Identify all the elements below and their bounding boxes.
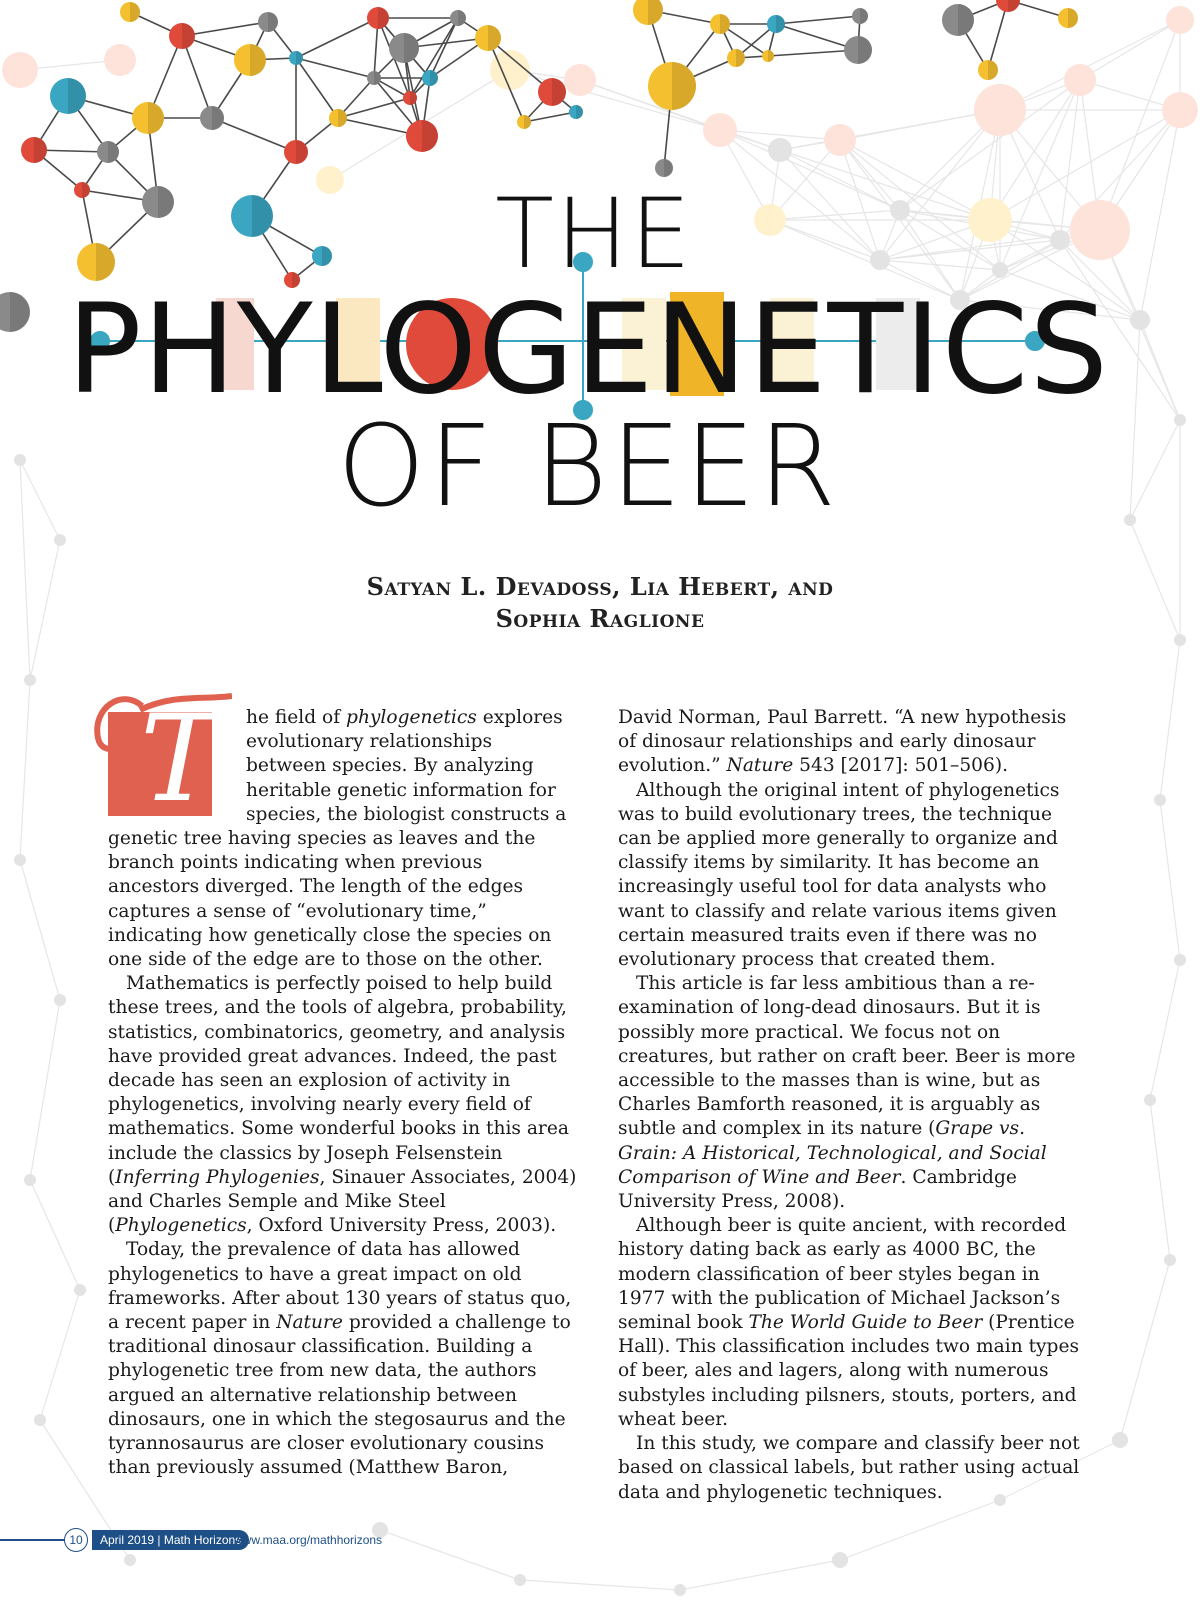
drop-cap-spacer (108, 706, 246, 824)
author-byline-1: Satyan L. Devadoss, Lia Hebert, and (366, 572, 834, 601)
article-column-right (618, 706, 1088, 1505)
page-footer (0, 1528, 420, 1552)
page-number: 10 (64, 1528, 88, 1552)
footer-rule (0, 1539, 68, 1541)
footer-url[interactable]: www.maa.org/mathhorizons (234, 1533, 383, 1547)
paragraph: Although beer is quite ancient, with recorded history dating back as early as 4000 BC, the modern classification of beer styles began in 1977 with the publication of Michael Jackson’s seminal book The World Guide to Beer (Prentice Hall). This classification includes two main types of beer, ales and lagers, along with numerous substyles including pilsners, stouts, porters, and wheat beer. (618, 1215, 1080, 1430)
paragraph: Mathematics is perfectly poised to help build these trees, and the tools of algebra, probability, statistics, combinatorics, geometry, and analysis have provided great advances. Indeed, the past decade has seen an explosion of activity in phylogenetics, involving nearly every field of mathematics. Some wonderful books in this area include the classics by Joseph Felsenstein (Inferring Phylogenies, Sinauer Associates, 2004) and Charles Semple and Mike Steel (Phylogenetics, Oxford University Press, 2003). (108, 973, 577, 1237)
title-line-1: THE (495, 178, 693, 290)
article-column-left (108, 706, 578, 1481)
title-line-2: PHYLOGENETICS (66, 278, 1110, 422)
title-line-3: OF BEER (337, 402, 839, 532)
paragraph: David Norman, Paul Barrett. “A new hypothesis of dinosaur relationships and early dinosaur evolution.” Nature 543 [2017]: 501–506). (618, 707, 1067, 777)
issue-label: April 2019 | Math Horizons (92, 1530, 249, 1550)
paragraph: Today, the prevalence of data has allowed phylogenetics to have a great impact on old frameworks. After about 130 years of status quo, a recent paper in Nature provided a challenge to traditional dinosaur classification. Building a phylogenetic tree from new data, the authors argued an alternative relationship between dinosaurs, one in which the stegosaurus and the tyrannosaurus are closer evolutionary cousins than previously assumed (Matthew Baron, (108, 1239, 572, 1479)
paragraph: This article is far less ambitious than a re-examination of long-dead dinosaurs. But it is possibly more practical. We focus not on creatures, but rather on craft beer. Beer is more accessible to the masses than is wine, but as Charles Bamforth reasoned, it is arguably as subtle and complex in its nature (Grape vs. Grain: A Historical, Technological, and Social Comparison of Wine and Beer. Cambridge University Press, 2008). (618, 973, 1076, 1213)
paragraph: Although the original intent of phylogenetics was to build evolutionary trees, the technique can be applied more generally to organize and classify items by similarity. It has become an increasingly useful tool for data analysts who want to classify and relate various items given certain measured traits even if there was no evolutionary process that created them. (618, 779, 1060, 971)
svg-text:T: T (140, 690, 221, 818)
author-byline-2: Sophia Raglione (495, 604, 705, 633)
paragraph: In this study, we compare and classify beer not based on classical labels, but rather using actual data and phylogenetic techniques. (618, 1433, 1080, 1503)
paragraph: he field of phylogenetics explores evolutionary relationships between species. By analyzing heritable genetic information for species, the biologist constructs a genetic tree having species as leaves and the branch points indicating when previous ancestors diverged. The length of the edges captures a sense of “evolutionary time,” indicating how genetically close the species on one side of the edge are to those on the other. (108, 707, 567, 971)
